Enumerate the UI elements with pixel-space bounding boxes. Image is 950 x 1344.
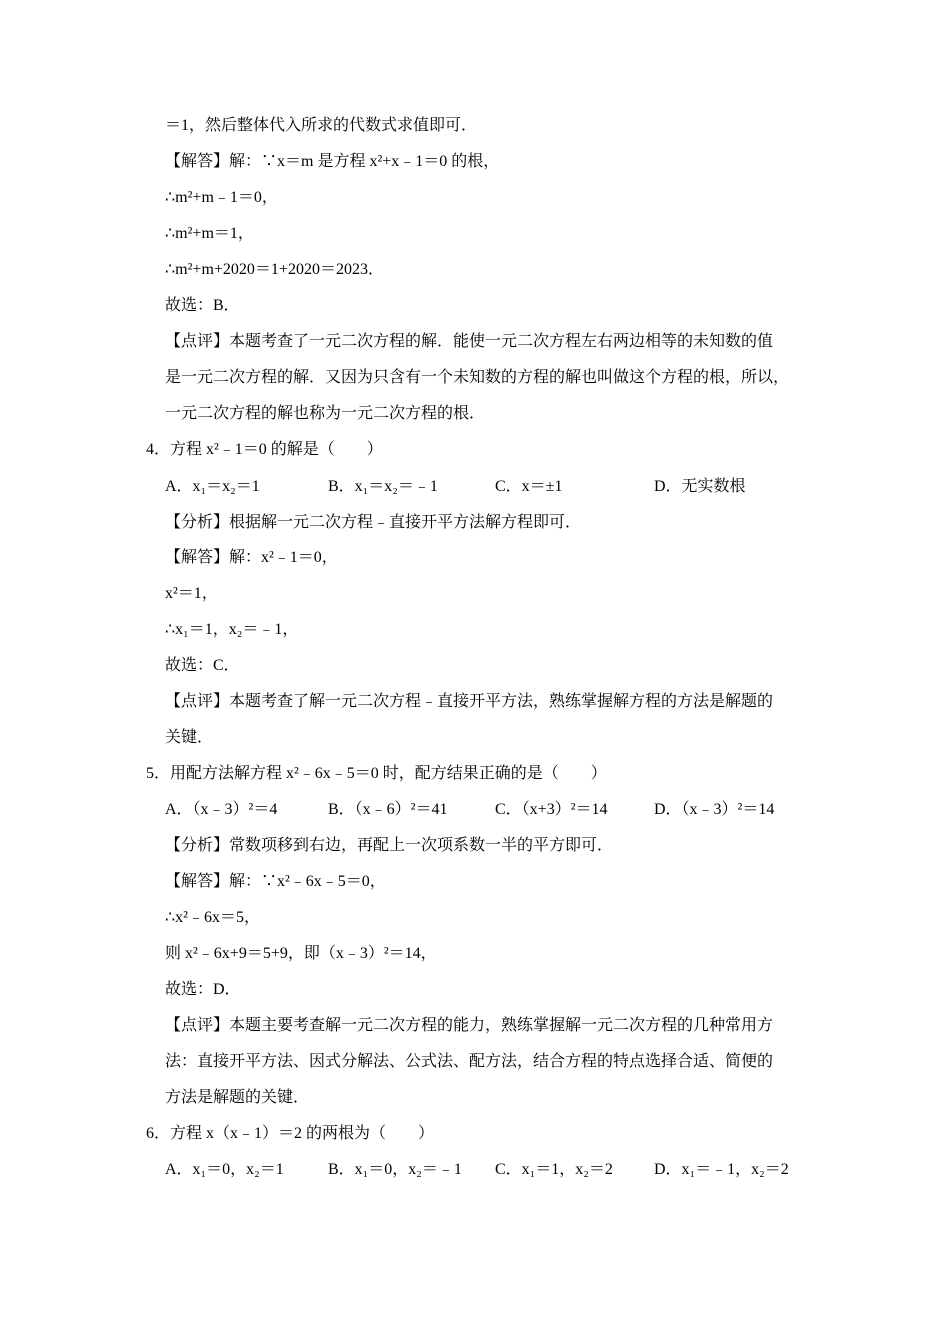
option-a: A．x₁＝x₂＝1 bbox=[165, 478, 260, 495]
comment-line: 关键． bbox=[165, 729, 214, 746]
math-line: x²＝1， bbox=[165, 585, 218, 602]
option-c: C．（x+3）²＝14 bbox=[495, 801, 608, 818]
answer-line: 【解答】解：x²﹣1＝0， bbox=[165, 549, 338, 566]
question-6: 6．方程 x（x﹣1）＝2 的两根为（ ） bbox=[146, 1125, 435, 1142]
answer-line: 【解答】解：∵x²﹣6x﹣5＝0， bbox=[165, 873, 386, 890]
choice-line: 故选：D． bbox=[165, 981, 241, 998]
option-d: D．无实数根 bbox=[654, 478, 746, 495]
math-line: ∴m²+m+2020＝1+2020＝2023． bbox=[165, 261, 384, 278]
option-d: D．x₁＝﹣1，x₂＝2 bbox=[654, 1161, 789, 1178]
math-line: ∴m²+m＝1， bbox=[165, 225, 254, 242]
math-line: ∴x²﹣6x＝5， bbox=[165, 909, 260, 926]
comment-line: 是一元二次方程的解．又因为只含有一个未知数的方程的解也叫做这个方程的根，所以， bbox=[165, 369, 790, 386]
option-d: D．（x﹣3）²＝14 bbox=[654, 801, 775, 818]
comment-line: 【点评】本题考查了一元二次方程的解．能使一元二次方程左右两边相等的未知数的值 bbox=[165, 333, 774, 350]
option-b: B．（x﹣6）²＝41 bbox=[328, 801, 448, 818]
option-b: B．x₁＝x₂＝﹣1 bbox=[328, 478, 438, 495]
math-line: ∴m²+m﹣1＝0， bbox=[165, 189, 278, 206]
comment-line: 【点评】本题考查了解一元二次方程﹣直接开平方法，熟练掌握解方程的方法是解题的 bbox=[165, 693, 774, 710]
answer-line: 【解答】解：∵x＝m 是方程 x²+x﹣1＝0 的根， bbox=[165, 153, 500, 170]
choice-line: 故选：C． bbox=[165, 657, 240, 674]
choice-line: 故选：B． bbox=[165, 297, 240, 314]
option-b: B．x₁＝0，x₂＝﹣1 bbox=[328, 1161, 462, 1178]
analysis-line: 【分析】常数项移到右边，再配上一次项系数一半的平方即可． bbox=[165, 837, 614, 854]
comment-line: 一元二次方程的解也称为一元二次方程的根． bbox=[165, 405, 486, 422]
comment-line: 方法是解题的关键． bbox=[165, 1089, 310, 1106]
question-5: 5．用配方法解方程 x²﹣6x﹣5＝0 时，配方结果正确的是（ ） bbox=[146, 765, 607, 782]
option-a: A．x₁＝0，x₂＝1 bbox=[165, 1161, 284, 1178]
math-line: ∴x₁＝1，x₂＝﹣1， bbox=[165, 621, 299, 638]
comment-line: 【点评】本题主要考查解一元二次方程的能力，熟练掌握解一元二次方程的几种常用方 bbox=[165, 1017, 774, 1034]
text-line: ＝1，然后整体代入所求的代数式求值即可． bbox=[165, 117, 478, 134]
comment-line: 法：直接开平方法、因式分解法、公式法、配方法，结合方程的特点选择合适、简便的 bbox=[165, 1053, 774, 1070]
question-4: 4．方程 x²﹣1＝0 的解是（ ） bbox=[146, 441, 383, 458]
option-a: A．（x﹣3）²＝4 bbox=[165, 801, 278, 818]
option-c: C．x₁＝1，x₂＝2 bbox=[495, 1161, 613, 1178]
math-line: 则 x²﹣6x+9＝5+9，即（x﹣3）²＝14， bbox=[165, 945, 437, 962]
option-c: C．x＝±1 bbox=[495, 478, 563, 495]
analysis-line: 【分析】根据解一元二次方程﹣直接开平方法解方程即可． bbox=[165, 514, 582, 531]
